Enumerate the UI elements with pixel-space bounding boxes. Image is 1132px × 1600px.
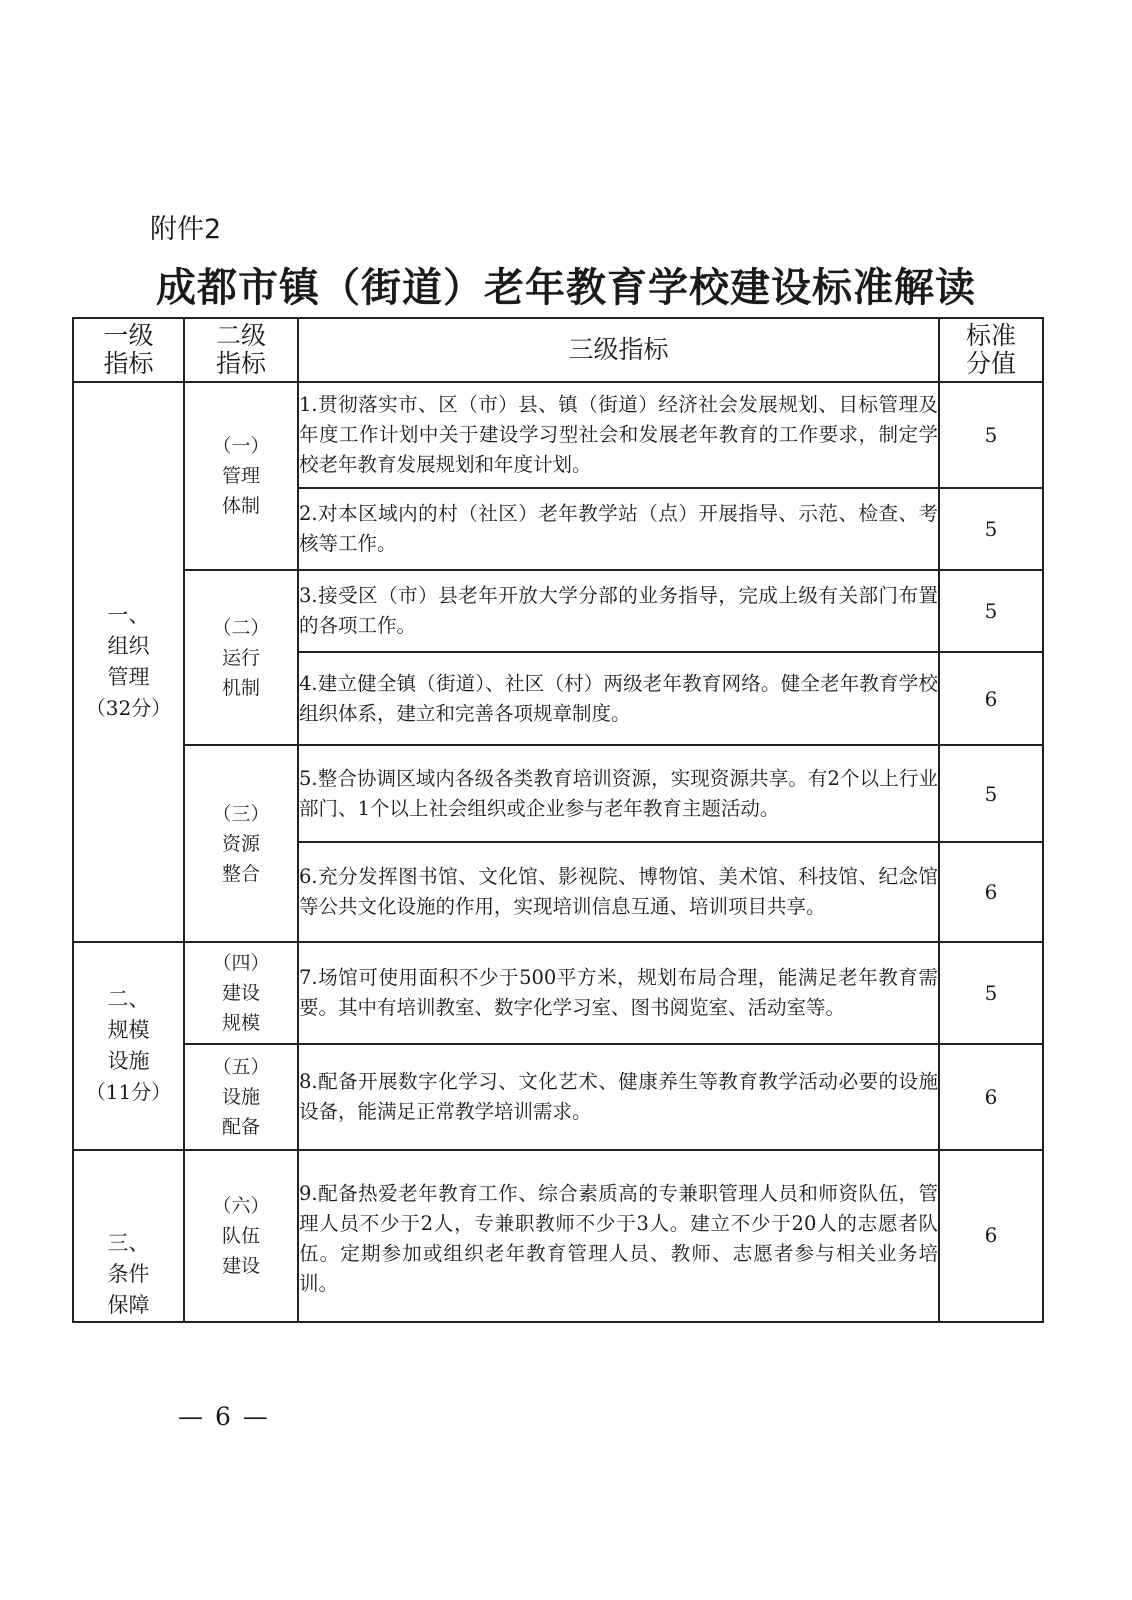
level2-resource-integration: （三） 资源 整合 [184,745,298,942]
header-level1: 一级 指标 [73,318,184,382]
indicator-text: 1.贯彻落实市、区（市）县、镇（街道）经济社会发展规划、目标管理及年度工作计划中关于建设学习型社会和发展老年教育的工作要求，制定学校老年教育发展规划和年度计划。 [298,382,939,488]
attachment-label: 附件2 [150,214,222,245]
level2-team-building: （六） 队伍 建设 [184,1150,298,1322]
score-value: 6 [939,652,1043,745]
table-row [73,570,1043,652]
header-score: 标准 分值 [939,318,1043,382]
table-row [73,382,1043,488]
page-number: — 6 — [178,1402,270,1431]
document-title: 成都市镇（街道）老年教育学校建设标准解读 [156,264,976,311]
header-level2: 二级 指标 [184,318,298,382]
table-row [73,1150,1043,1322]
level2-facility-equipment: （五） 设施 配备 [184,1044,298,1150]
indicator-text: 2.对本区域内的村（社区）老年教学站（点）开展指导、示范、检查、考核等工作。 [298,488,939,570]
level2-management-system: （一） 管理 体制 [184,382,298,570]
indicator-text: 5.整合协调区域内各级各类教育培训资源，实现资源共享。有2个以上行业部门、1个以上社会组织或企业参与老年教育主题活动。 [298,745,939,842]
score-value: 5 [939,382,1043,488]
score-value: 5 [939,942,1043,1044]
standards-table [72,317,1044,1323]
level2-operation-mechanism: （二） 运行 机制 [184,570,298,745]
score-value: 6 [939,842,1043,942]
table-row [73,942,1043,1044]
header-level3: 三级指标 [298,318,939,382]
level1-conditions-guarantee: 三、 条件 保障 [73,1150,184,1322]
header-row [73,318,1043,382]
score-value: 6 [939,1044,1043,1150]
indicator-text: 7.场馆可使用面积不少于500平方米，规划布局合理，能满足老年教育需要。其中有培训教室、数字化学习室、图书阅览室、活动室等。 [298,942,939,1044]
indicator-text: 8.配备开展数字化学习、文化艺术、健康养生等教育教学活动必要的设施设备，能满足正常教学培训需求。 [298,1044,939,1150]
indicator-text: 9.配备热爱老年教育工作、综合素质高的专兼职管理人员和师资队伍，管理人员不少于2人，专兼职教师不少于3人。建立不少于20人的志愿者队伍。定期参加或组织老年教育管理人员、教师、志愿者参与相关业务培训。 [298,1150,939,1322]
score-value: 6 [939,1150,1043,1322]
indicator-text: 3.接受区（市）县老年开放大学分部的业务指导，完成上级有关部门布置的各项工作。 [298,570,939,652]
score-value: 5 [939,488,1043,570]
level1-scale-facilities: 二、 规模 设施 （11分） [73,942,184,1150]
level2-construction-scale: （四） 建设 规模 [184,942,298,1044]
table-row [73,1044,1043,1150]
level1-organization-management: 一、 组织 管理 （32分） [73,382,184,942]
table-row [73,745,1043,842]
score-value: 5 [939,745,1043,842]
indicator-text: 6.充分发挥图书馆、文化馆、影视院、博物馆、美术馆、科技馆、纪念馆等公共文化设施的作用，实现培训信息互通、培训项目共享。 [298,842,939,942]
score-value: 5 [939,570,1043,652]
indicator-text: 4.建立健全镇（街道）、社区（村）两级老年教育网络。健全老年教育学校组织体系，建立和完善各项规章制度。 [298,652,939,745]
